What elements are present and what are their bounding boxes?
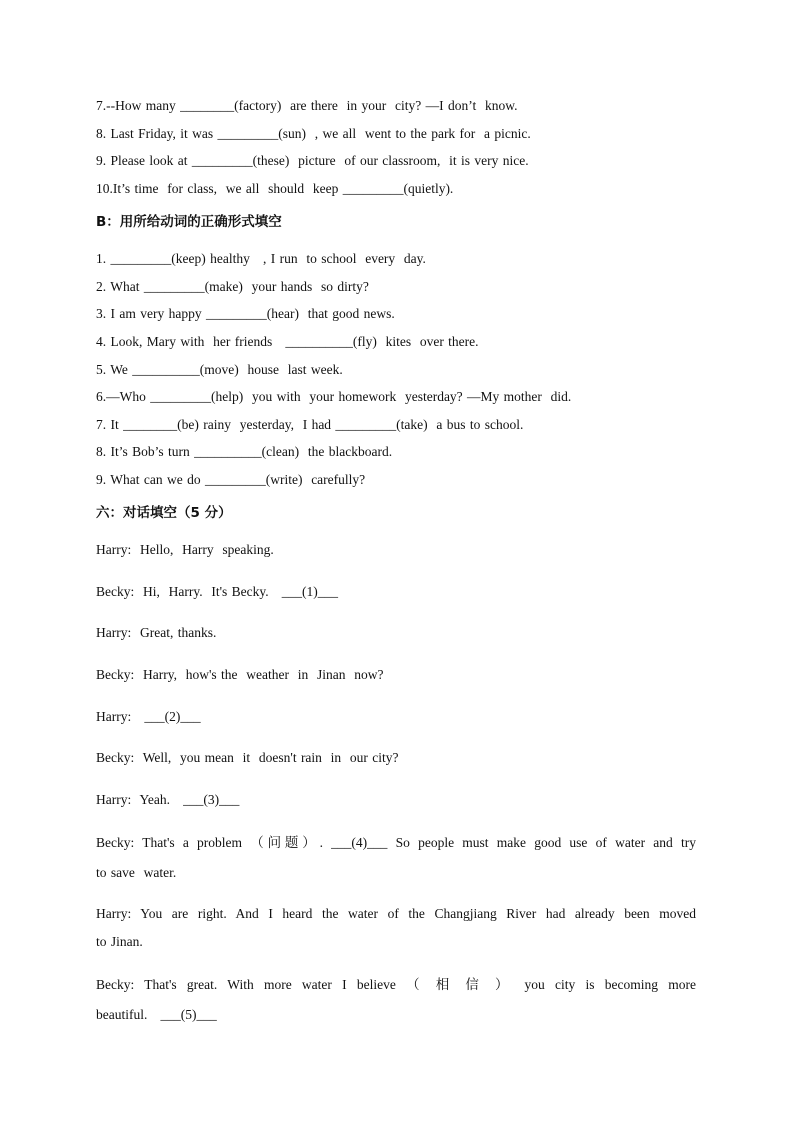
question-a10: 10.It’s time for class, we all should keep _________(quietly).: [96, 181, 454, 196]
question-b5: 5. We __________(move) house last week.: [96, 362, 343, 377]
dialogue-line-4: Becky: Harry, how's the weather in Jinan now?: [96, 667, 384, 682]
dialogue-line-3: Harry: Great, thanks.: [96, 625, 217, 640]
dialogue-line-6: Becky: Well, you mean it doesn't rain in our city?: [96, 750, 399, 765]
question-a8: 8. Last Friday, it was _________(sun) , we all went to the park for a picnic.: [96, 126, 531, 141]
dialogue-line-7: Harry: Yeah. ___(3)___: [96, 792, 240, 807]
question-b9: 9. What can we do _________(write) carefully?: [96, 472, 366, 487]
question-b4: 4. Look, Mary with her friends __________(fly) kites over there.: [96, 334, 479, 349]
question-b7: 7. It ________(be) rainy yesterday, I had _________(take) a bus to school.: [96, 417, 524, 432]
dialogue-para-6-line2: beautiful. ___(5)___: [96, 1007, 217, 1022]
question-b8: 8. It’s Bob’s turn __________(clean) the blackboard.: [96, 444, 393, 459]
dialogue-para-4-line2: to save water.: [96, 865, 177, 880]
dialogue-para-4-line1: Becky: That's a problem （问题）. ___(4)___ So people must make good use of water and try: [96, 835, 696, 850]
question-a7: 7.--How many ________(factory) are there in your city? —I don’t know.: [96, 98, 518, 113]
question-a9: 9. Please look at _________(these) picture of our classroom, it is very nice.: [96, 153, 529, 168]
question-b3: 3. I am very happy _________(hear) that good news.: [96, 306, 395, 321]
dialogue-line-5: Harry: ___(2)___: [96, 709, 201, 724]
section-b-heading: B：用所给动词的正确形式填空: [96, 214, 282, 230]
question-b1: 1. _________(keep) healthy , I run to school every day.: [96, 251, 426, 266]
dialogue-para-6-line1: Becky: That's great. With more water I believe （ 相 信 ） you city is becoming more: [96, 977, 696, 992]
question-b2: 2. What _________(make) your hands so dirty?: [96, 279, 369, 294]
dialogue-para-5-line2: to Jinan.: [96, 934, 143, 949]
dialogue-line-1: Harry: Hello, Harry speaking.: [96, 542, 274, 557]
section-six-heading: 六：对话填空（5 分）: [96, 505, 232, 521]
question-b6: 6.—Who _________(help) you with your homework yesterday? —My mother did.: [96, 389, 572, 404]
dialogue-para-5-line1: Harry: You are right. And I heard the water of the Changjiang River had already been moved: [96, 906, 696, 921]
dialogue-line-2: Becky: Hi, Harry. It's Becky. ___(1)___: [96, 584, 339, 599]
